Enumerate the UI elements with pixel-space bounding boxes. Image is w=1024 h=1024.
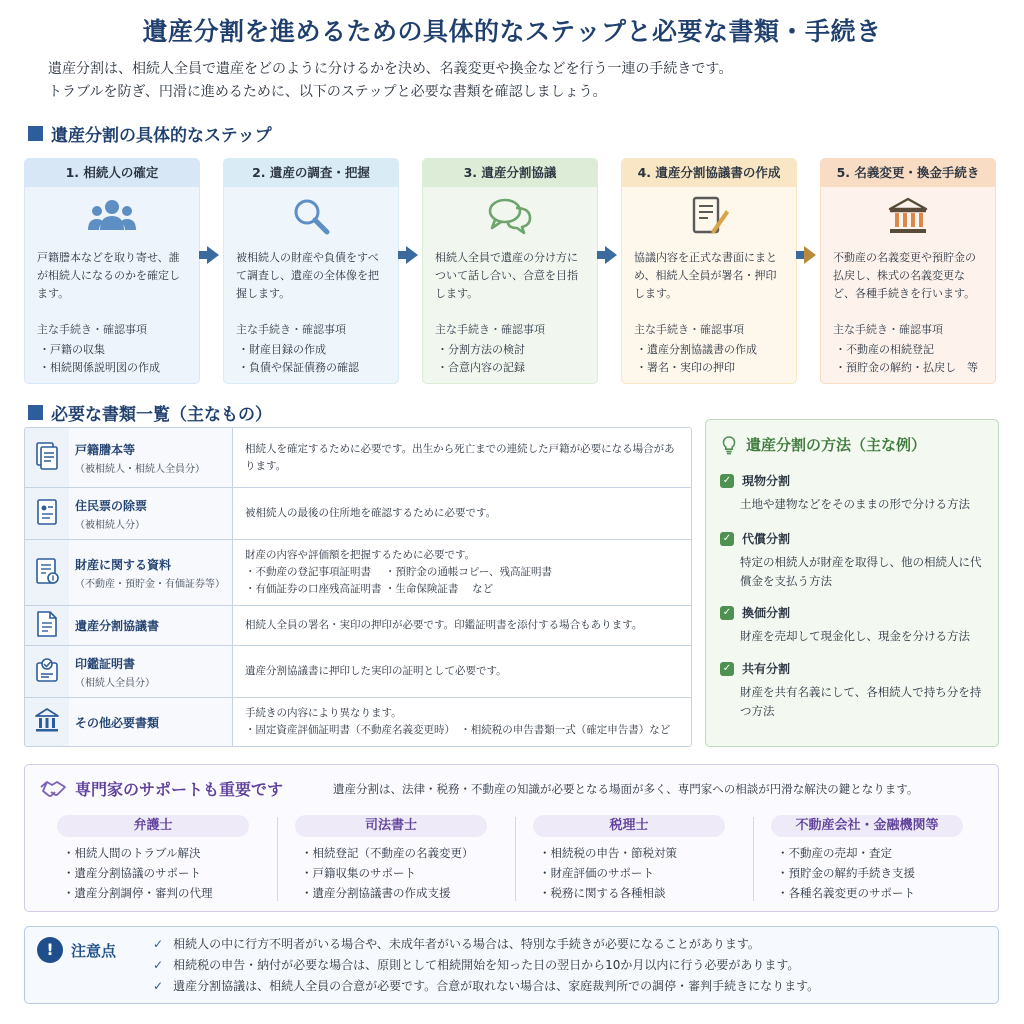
steps-heading: [28, 121, 272, 146]
step-card: [223, 158, 399, 384]
note-item: [153, 955, 819, 976]
step-item: ・戸籍の収集: [39, 343, 105, 356]
expert-title: 税理士: [533, 815, 725, 837]
step-item: ・預貯金の解約・払戻し 等: [835, 361, 978, 374]
notes-list: [153, 934, 819, 997]
steps-heading-text: 遺産分割の具体的なステップ: [51, 126, 272, 146]
step-sub-label: 主な手続き・確認事項: [833, 323, 943, 336]
check-icon: ✓: [720, 606, 734, 620]
step-card: [621, 158, 797, 384]
column-divider: [277, 817, 278, 901]
exclamation-icon: !: [37, 937, 63, 963]
doc-row: [25, 488, 692, 540]
methods-panel: [705, 419, 999, 747]
methods-heading: [720, 434, 926, 455]
step-item: ・分割方法の検討: [437, 343, 525, 356]
step-description: 不動産の名義変更や預貯金の払戻し、株式の名義変更など、各種手続きを行います。: [833, 251, 976, 300]
step-title: 1. 相続人の確定: [25, 159, 199, 187]
step-card: [24, 158, 200, 384]
expert-column: [521, 815, 737, 903]
lightbulb-icon: [720, 435, 738, 455]
doc-description-line: 遺産分割協議書に押印した実印の証明として必要です。: [245, 665, 507, 677]
doc-row: [25, 540, 692, 606]
method-item: [720, 472, 990, 514]
intro-line: トラブルを防ぎ、円滑に進めるために、以下のステップと必要な書類を確認しましょう。: [48, 84, 607, 100]
method-item: [720, 530, 990, 591]
doc-row: [25, 646, 692, 698]
method-description: 財産を共有名義にして、各相続人で持ち分を持つ方法: [740, 685, 982, 718]
section-marker: [28, 405, 43, 420]
handshake-icon: [39, 779, 67, 799]
intro-text: [48, 58, 988, 104]
agreement-document-icon: [34, 609, 60, 643]
expert-title: 弁護士: [57, 815, 249, 837]
notes-panel: [24, 926, 999, 1004]
method-item: [720, 660, 990, 721]
step-sub-label: 主な手続き・確認事項: [634, 323, 744, 336]
step-item: ・負債や保証債務の確認: [238, 361, 359, 374]
people-icon: [86, 196, 138, 240]
resident-record-icon: [34, 497, 60, 531]
expert-heading-text: 専門家のサポートも重要です: [75, 780, 284, 799]
steps-row: [24, 158, 1000, 384]
docs-heading: [28, 400, 272, 425]
doc-scope: （不動産・預貯金・有価証券等）: [75, 578, 225, 590]
step-item: ・財産目録の作成: [238, 343, 326, 356]
expert-panel: [24, 764, 999, 912]
expert-item: ・財産評価のサポート: [539, 866, 654, 880]
expert-item: ・相続登記（不動産の名義変更）: [301, 846, 474, 860]
step-item: ・不動産の相続登記: [835, 343, 934, 356]
expert-item: ・預貯金の解約手続き支援: [777, 866, 915, 880]
doc-name: 住民票の除票: [75, 498, 148, 513]
note-item: [153, 976, 819, 997]
step-description: 協議内容を正式な書面にまとめ、相続人全員が署名・押印します。: [634, 251, 777, 300]
expert-heading: [39, 777, 283, 800]
step-title: 5. 名義変更・換金手続き: [821, 159, 995, 187]
methods-heading-text: 遺産分割の方法（主な例）: [746, 436, 927, 454]
doc-name: 財産に関する資料: [75, 557, 172, 572]
step-sub-label: 主な手続き・確認事項: [435, 323, 545, 336]
expert-item: ・戸籍収集のサポート: [301, 866, 416, 880]
doc-name: 戸籍謄本等: [75, 442, 136, 457]
check-icon: ✓: [720, 532, 734, 546]
section-marker: [28, 126, 43, 141]
note-text: 相続人の中に行方不明者がいる場合や、未成年者がいる場合は、特別な手続きが必要になることがあります。: [173, 937, 760, 951]
page-title: 遺産分割を進めるための具体的なステップと必要な書類・手続き: [142, 17, 882, 46]
method-description: 特定の相続人が財産を取得し、他の相続人に代償金を支払う方法: [740, 555, 982, 588]
doc-name: 印鑑証明書: [75, 656, 136, 671]
doc-description-line: 相続人を確定するために必要です。出生から死亡までの連続した戸籍が必要になる場合があります。: [245, 442, 675, 472]
docs-table: [24, 427, 692, 747]
doc-name: 遺産分割協議書: [75, 619, 160, 633]
method-name: 換価分割: [742, 606, 791, 620]
intro-line: 遺産分割は、相続人全員で遺産をどのように分けるかを決め、名義変更や換金などを行う一連の手続きです。: [48, 61, 733, 77]
note-text: 遺産分割協議は、相続人全員の合意が必要です。合意が取れない場合は、家庭裁判所での調停・審判手続きになります。: [173, 979, 820, 993]
method-description: 財産を売却して現金化し、現金を分ける方法: [740, 629, 970, 643]
doc-description-line: 相続人全員の署名・実印の押印が必要です。印鑑証明書を添付する場合もあります。: [245, 619, 643, 631]
expert-title: 不動産会社・金融機関等: [771, 815, 963, 837]
search-icon: [289, 194, 333, 242]
doc-description-line: 財産の内容や評価額を把握するために必要です。: [245, 549, 476, 561]
expert-item: ・各種名義変更のサポート: [777, 886, 915, 900]
column-divider: [515, 817, 516, 901]
doc-description-line: 被相続人の最後の住所地を確認するために必要です。: [245, 507, 497, 519]
check-icon: ✓: [153, 937, 164, 951]
arrow-right-icon: [605, 246, 617, 264]
doc-scope: （被相続人分）: [75, 519, 145, 531]
step-card: [820, 158, 996, 384]
doc-row: [25, 428, 692, 488]
arrow-right-icon: [406, 246, 418, 264]
step-description: 相続人全員で遺産の分け方について話し合い、合意を目指します。: [435, 251, 578, 300]
method-item: [720, 604, 990, 646]
step-description: 戸籍謄本などを取り寄せ、誰が相続人になるのかを確定します。: [37, 251, 180, 300]
check-icon: ✓: [720, 662, 734, 676]
method-description: 土地や建物などをそのままの形で分ける方法: [740, 497, 970, 511]
step-title: 4. 遺産分割協議書の作成: [622, 159, 796, 187]
expert-item: ・不動産の売却・査定: [777, 846, 892, 860]
expert-title: 司法書士: [295, 815, 487, 837]
step-item: ・署名・実印の押印: [636, 361, 735, 374]
expert-item: ・遺産分割調停・審判の代理: [63, 886, 213, 900]
method-name: 現物分割: [742, 474, 791, 488]
note-text: 相続税の申告・納付が必要な場合は、原則として相続開始を知った日の翌日から10か月以内に行う必要があります。: [173, 958, 800, 972]
expert-description: 遺産分割は、法律・税務・不動産の知識が必要となる場面が多く、専門家への相談が円滑な解決の鍵となります。: [333, 782, 919, 796]
doc-scope: （被相続人・相続人全員分）: [75, 463, 205, 475]
expert-item: ・相続税の申告・節税対策: [539, 846, 677, 860]
step-item: ・合意内容の記録: [437, 361, 525, 374]
step-description: 被相続人の財産や負債をすべて調査し、遺産の全体像を把握します。: [236, 251, 379, 300]
expert-column: [283, 815, 499, 903]
step-item: ・遺産分割協議書の作成: [636, 343, 757, 356]
note-item: [153, 934, 819, 955]
expert-item: ・税務に関する各種相談: [539, 886, 666, 900]
doc-description-line: ・固定資産評価証明書（不動産名義変更時） ・相続税の申告書類一式（確定申告書）など: [245, 724, 671, 736]
doc-description-line: 手続きの内容により異なります。: [245, 707, 402, 719]
arrow-right-icon: [804, 246, 816, 264]
step-item: ・相続関係説明図の作成: [39, 361, 160, 374]
doc-name: その他必要書類: [75, 715, 160, 730]
expert-item: ・遺産分割協議書の作成支援: [301, 886, 451, 900]
column-divider: [753, 817, 754, 901]
notes-heading: 注意点: [71, 942, 117, 960]
check-icon: ✓: [153, 958, 164, 972]
family-register-icon: [34, 441, 60, 475]
arrow-right-icon: [207, 246, 219, 264]
method-name: 代償分割: [742, 532, 791, 546]
docs-heading-text: 必要な書類一覧（主なもの）: [51, 405, 272, 425]
building-icon: [33, 706, 61, 738]
doc-row: [25, 606, 692, 646]
doc-row: [25, 698, 692, 746]
step-title: 2. 遺産の調査・把握: [224, 159, 398, 187]
expert-item: ・相続人間のトラブル解決: [63, 846, 201, 860]
seal-certificate-icon: [34, 655, 60, 689]
expert-column: [45, 815, 261, 903]
check-icon: ✓: [153, 979, 164, 993]
step-title: 3. 遺産分割協議: [423, 159, 597, 187]
step-sub-label: 主な手続き・確認事項: [236, 323, 346, 336]
document-pen-icon: [688, 194, 730, 242]
check-icon: ✓: [720, 474, 734, 488]
asset-document-icon: [34, 556, 60, 590]
doc-description-line: ・不動産の登記事項証明書 ・預貯金の通帳コピー、残高証明書: [245, 566, 552, 578]
step-sub-label: 主な手続き・確認事項: [37, 323, 147, 336]
chat-icon: [486, 196, 534, 240]
bank-icon: [886, 195, 930, 241]
doc-scope: （相続人全員分）: [75, 677, 155, 689]
expert-item: ・遺産分割協議のサポート: [63, 866, 201, 880]
expert-column: [759, 815, 975, 903]
method-name: 共有分割: [742, 662, 791, 676]
step-card: [422, 158, 598, 384]
doc-description-line: ・有価証券の口座残高証明書 ・生命保険証書 など: [245, 583, 494, 595]
